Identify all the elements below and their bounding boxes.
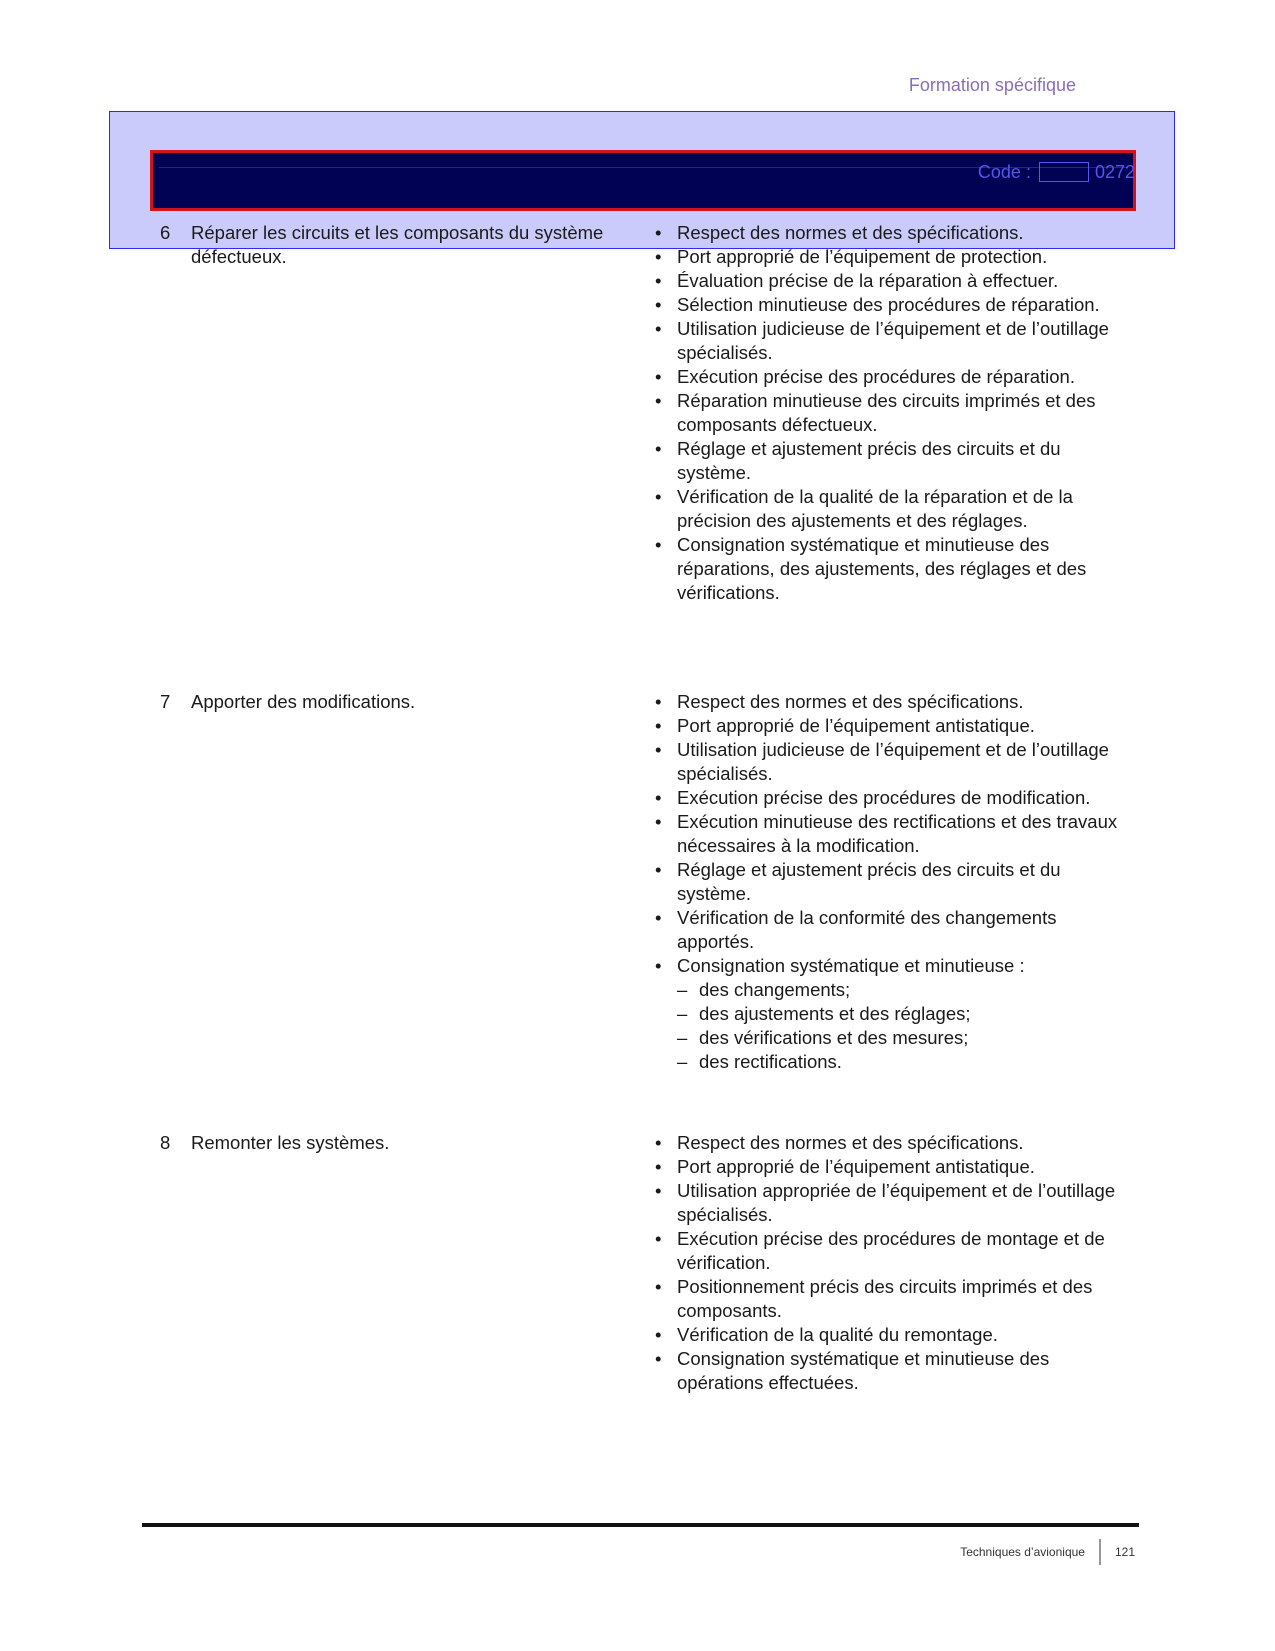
criterion-item: • Respect des normes et des spécifications. [655,1131,1120,1155]
page-header-title: Formation spécifique [908,75,1076,95]
criterion-item: • Utilisation appropriée de l’équipement et de l’outillage spécialisés. [655,1179,1120,1227]
sub-item: – des vérifications et des mesures; [677,1026,1120,1050]
footer-program: Techniques d’avionique [960,1545,1085,1559]
criterion-item: • Port approprié de l’équipement de protection. [655,245,1120,269]
criterion-item: • Vérification de la qualité du remontage. [655,1323,1120,1347]
criterion-item: • Vérification de la conformité des changements apportés. [655,906,1120,954]
criterion-item: • Réparation minutieuse des circuits imprimés et des composants défectueux. [655,389,1120,437]
page-number: 121 [1114,1545,1135,1559]
criterion-item: • Exécution précise des procédures de réparation. [655,365,1120,389]
criterion-item: • Utilisation judicieuse de l’équipement et de l’outillage spécialisés. [655,738,1120,786]
task-text: Réparer les circuits et les composants du système défectueux. [191,222,604,267]
criterion-item: • Port approprié de l’équipement antistatique. [655,714,1120,738]
criterion-item: • Positionnement précis des circuits imprimés et des composants. [655,1275,1120,1323]
criterion-item: • Consignation systématique et minutieuse des opérations effectuées. [655,1347,1120,1395]
criterion-item: • Réglage et ajustement précis des circuits et du système. [655,858,1120,906]
task-number: 6 [160,222,171,243]
criterion-item: • Respect des normes et des spécifications. [655,690,1120,714]
sub-item: – des rectifications. [677,1050,1120,1074]
criterion-item: • Exécution précise des procédures de montage et de vérification. [655,1227,1120,1275]
criterion-item: • Port approprié de l’équipement antistatique. [655,1155,1120,1179]
criterion-item: • Utilisation judicieuse de l’équipement et de l’outillage spécialisés. [655,317,1120,365]
task-number: 7 [160,691,171,712]
criterion-item: • Sélection minutieuse des procédures de réparation. [655,293,1120,317]
footer-rule [142,1523,1139,1527]
criteria-list [655,690,1120,1074]
task-text: Remonter les systèmes. [191,1132,390,1153]
code-label: Code : [977,162,1031,182]
criterion-item: • Consignation systématique et minutieuse des réparations, des ajustements, des réglages et des vérifications. [655,533,1120,605]
criterion-item: • Exécution minutieuse des rectifications et des travaux nécessaires à la modification. [655,810,1120,858]
criterion-text: Consignation systématique et minutieuse : [677,955,1025,976]
criteria-list [655,221,1120,605]
criterion-item: • Exécution précise des procédures de modification. [655,786,1120,810]
code-box [1039,162,1089,182]
criterion-item [655,954,1120,1074]
sub-item: – des changements; [677,978,1120,1002]
task-number: 8 [160,1132,171,1153]
criteria-list [655,1131,1120,1395]
code-value: 0272 [1094,162,1135,182]
code-field [978,162,1135,183]
footer-separator [1099,1539,1101,1565]
task-text: Apporter des modifications. [191,691,416,712]
criterion-item: • Vérification de la qualité de la réparation et de la précision des ajustements et des réglages. [655,485,1120,533]
criterion-item: • Évaluation précise de la réparation à effectuer. [655,269,1120,293]
sub-item: – des ajustements et des réglages; [677,1002,1120,1026]
page-footer [960,1539,1135,1565]
criterion-item: • Réglage et ajustement précis des circuits et du système. [655,437,1120,485]
criterion-item: • Respect des normes et des spécifications. [655,221,1120,245]
sub-list [677,978,1120,1074]
